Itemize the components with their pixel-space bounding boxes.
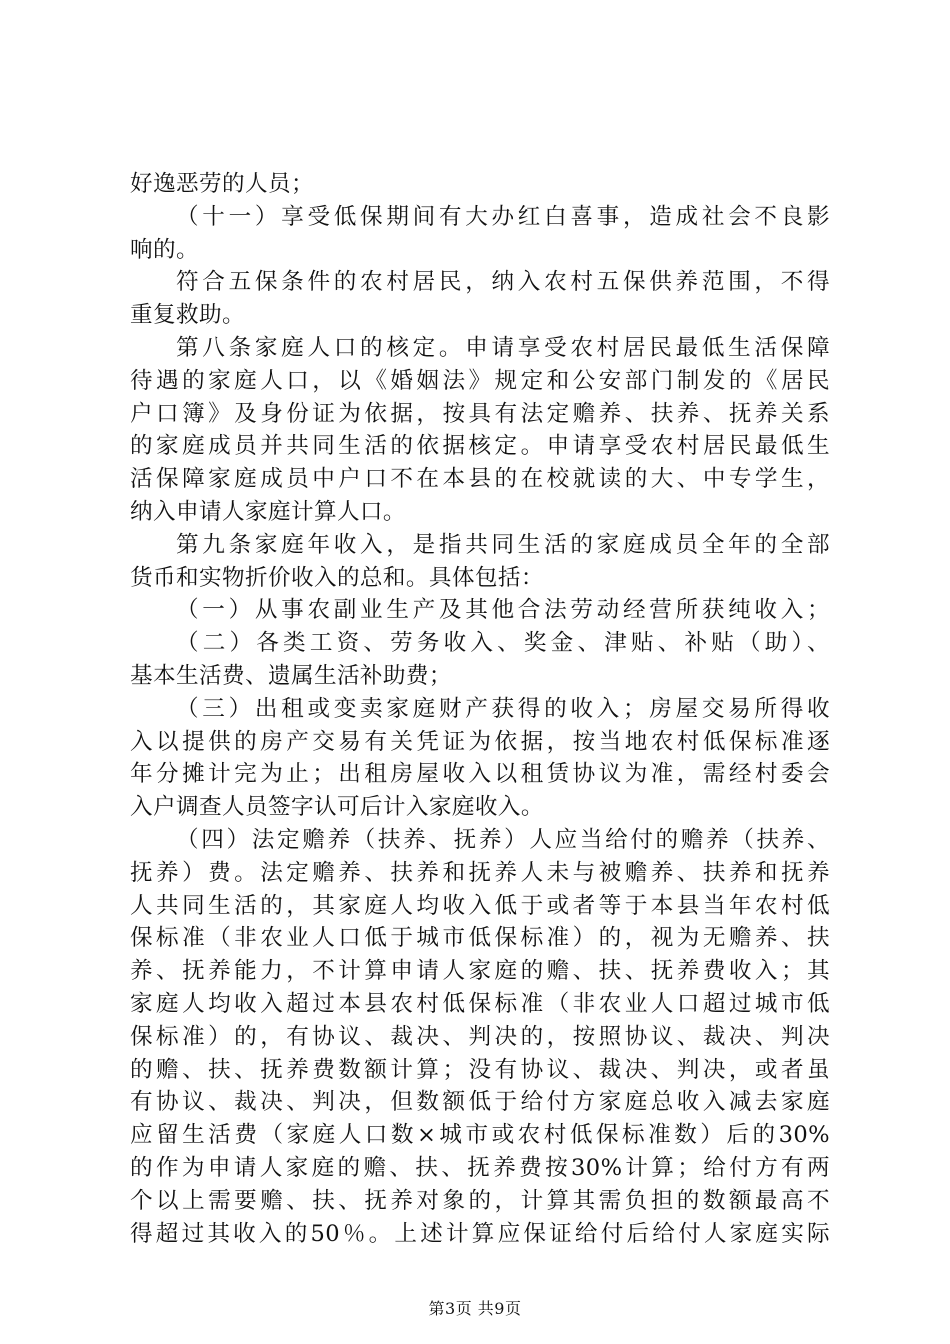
text-line: （一）从事农副业生产及其他合法劳动经营所获纯收入； — [176, 597, 830, 624]
text-line: 入以提供的房产交易有关凭证为依据，按当地农村低保标准逐 — [130, 728, 830, 755]
text-line: 家庭人均收入超过本县农村低保标准（非农业人口超过城市低 — [130, 990, 830, 1017]
text-line: 保标准（非农业人口低于城市低保标准）的，视为无赡养、扶 — [130, 925, 830, 952]
text-line: 基本生活费、遗属生活补助费； — [130, 662, 452, 689]
text-line: 的家庭成员并共同生活的依据核定。申请享受农村居民最低生 — [130, 433, 830, 460]
text-line: 第八条家庭人口的核定。申请享受农村居民最低生活保障 — [176, 334, 830, 361]
text-line: 第九条家庭年收入，是指共同生活的家庭成员全年的全部 — [176, 531, 830, 558]
text-line: 好逸恶劳的人员； — [130, 171, 314, 197]
text-line: 货币和实物折价收入的总和。具体包括： — [130, 564, 544, 591]
text-line: 养、抚养能力，不计算申请人家庭的赡、扶、抚养费收入；其 — [130, 958, 830, 985]
text-line: 户口簿》及身份证为依据，按具有法定赡养、扶养、抚养关系 — [130, 400, 830, 427]
text-line: 个以上需要赡、扶、抚养对象的，计算其需负担的数额最高不 — [130, 1187, 830, 1214]
text-line: 保标准）的，有协议、裁决、判决的，按照协议、裁决、判决 — [130, 1023, 830, 1050]
text-line: 的作为申请人家庭的赡、扶、抚养费按30%计算；给付方有两 — [130, 1154, 830, 1181]
text-line: 纳入申请人家庭计算人口。 — [130, 498, 406, 525]
text-line: 人共同生活的，其家庭人均收入低于或者等于本县当年农村低 — [130, 892, 830, 919]
text-line: 响的。 — [130, 236, 199, 263]
page-footer: 第3页 共9页 — [428, 1299, 522, 1318]
text-line: （二）各类工资、劳务收入、奖金、津贴、补贴（助）、 — [176, 630, 830, 657]
text-line: 重复救助。 — [130, 302, 245, 329]
text-line: 符合五保条件的农村居民，纳入农村五保供养范围，不得 — [176, 269, 830, 296]
text-line: 应留生活费（家庭人口数×城市或农村低保标准数）后的30% — [130, 1122, 830, 1149]
text-line: 入户调查人员签字认可后计入家庭收入。 — [130, 794, 544, 821]
document-body — [130, 168, 830, 1250]
text-line: （十一）享受低保期间有大办红白喜事，造成社会不良影 — [176, 203, 830, 230]
text-line: 年分摊计完为止；出租房屋收入以租赁协议为准，需经村委会 — [130, 761, 830, 788]
text-line: （四）法定赡养（扶养、抚养）人应当给付的赡养（扶养、 — [176, 826, 830, 853]
text-line: 待遇的家庭人口，以《婚姻法》规定和公安部门制发的《居民 — [130, 367, 830, 394]
text-line: 得超过其收入的50％。上述计算应保证给付后给付人家庭实际 — [130, 1220, 830, 1247]
text-line: 活保障家庭成员中户口不在本县的在校就读的大、中专学生， — [130, 466, 830, 493]
text-line: 的赡、扶、抚养费数额计算；没有协议、裁决、判决，或者虽 — [130, 1056, 830, 1083]
text-line: （三）出租或变卖家庭财产获得的收入；房屋交易所得收 — [176, 695, 830, 722]
text-line: 抚养）费。法定赡养、扶养和抚养人未与被赡养、扶养和抚养 — [130, 859, 830, 886]
text-line: 有协议、裁决、判决，但数额低于给付方家庭总收入减去家庭 — [130, 1089, 830, 1116]
